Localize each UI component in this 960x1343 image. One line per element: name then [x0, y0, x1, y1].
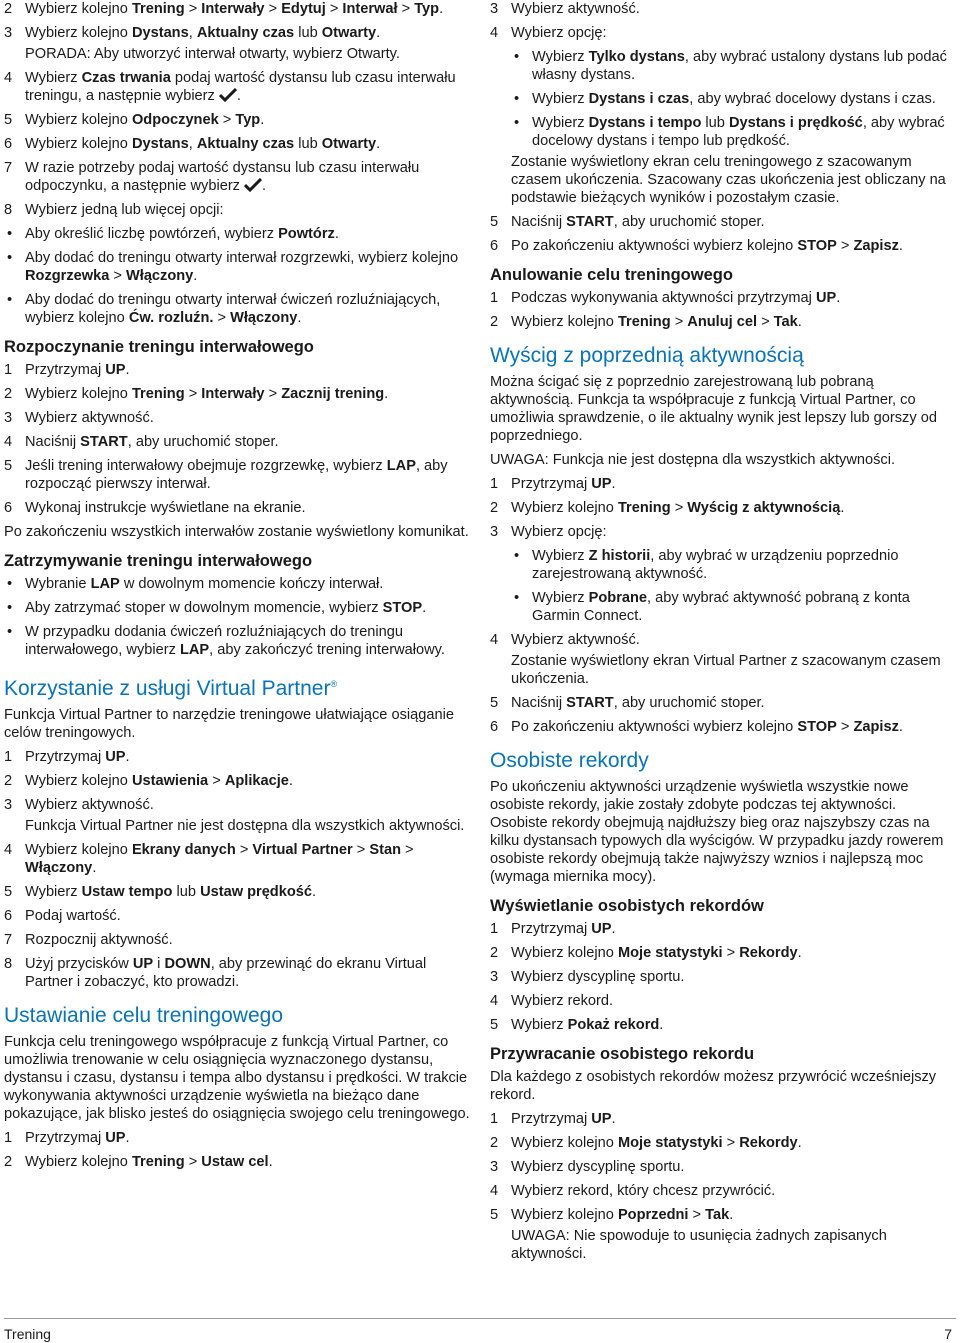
bullet-item: • Aby dodać do treningu otwarty interwał ćwiczeń rozluźniających, wybierz kolejno Ćw. rozluźn. > Włączony.: [7, 292, 441, 326]
step: 7 Rozpocznij aktywność.: [4, 932, 173, 948]
bullet-item: • Wybierz Dystans i czas, aby wybrać docelowy dystans i czas.: [514, 91, 936, 107]
step: 6 Po zakończeniu aktywności wybierz kolejno STOP > Zapisz.: [490, 238, 903, 254]
section-heading: Przywracanie osobistego rekordu: [490, 1045, 755, 1063]
checkmark-icon: [219, 88, 237, 102]
paragraph: Po ukończeniu aktywności urządzenie wyświetla wszystkie nowe osobiste rekordy, jakie zostały zdobyte podczas tej aktywności. Osobiste rekordy obejmują najdłuższy bieg oraz najszybszy czas na kilku dystansach typowych dla wyścigów. W przypadku jazdy rowerem osobiste rekordy obejmują także najwyższy wznios i najlepszą moc (wymaga miernika mocy).: [490, 779, 944, 885]
step: 2 Wybierz kolejno Moje statystyki > Rekordy.: [490, 945, 802, 961]
step: 1 Przytrzymaj UP.: [4, 1130, 130, 1146]
chapter-heading: Korzystanie z usługi Virtual Partner®: [4, 677, 338, 700]
step: 4 Wybierz opcję:: [490, 25, 607, 41]
paragraph: Dla każdego z osobistych rekordów możesz przywrócić wcześniejszy rekord.: [490, 1069, 937, 1103]
step: 5 Wybierz Ustaw tempo lub Ustaw prędkość.: [4, 884, 317, 900]
step: 1 Przytrzymaj UP.: [4, 749, 130, 765]
step: 4 Wybierz aktywność.: [490, 632, 640, 648]
step: 3 Wybierz opcję:: [490, 524, 607, 540]
page-number: 7: [944, 1326, 952, 1342]
step: 1 Przytrzymaj UP.: [4, 362, 130, 378]
note-text: UWAGA: Funkcja nie jest dostępna dla wszystkich aktywności.: [490, 452, 895, 468]
step: 2 Wybierz kolejno Trening > Ustaw cel.: [4, 1154, 273, 1170]
bullet-item: • W przypadku dodania ćwiczeń rozluźniających do treningu interwałowego, wybierz LAP, aby zakończyć trening interwałowy.: [7, 624, 445, 658]
step: 3 Wybierz aktywność.: [490, 1, 640, 17]
step: 3 Wybierz aktywność.: [4, 410, 154, 426]
bullet-item: • Wybierz Tylko dystans, aby wybrać ustalony dystans lub podać własny dystans.: [514, 49, 947, 83]
step: 4 Wybierz rekord.: [490, 993, 614, 1009]
checkmark-icon: [244, 178, 262, 192]
section-heading: Zatrzymywanie treningu interwałowego: [4, 552, 313, 570]
note-text: Zostanie wyświetlony ekran celu treningowego z szacowanym czasem ukończenia. Szacowany czas ukończenia jest obliczany na podstawie bieżących wyników i pozostałym czasie.: [511, 154, 946, 206]
note-text: Zostanie wyświetlony ekran Virtual Partner z szacowanym czasem ukończenia.: [511, 653, 941, 687]
bullet-item: • Wybierz Pobrane, aby wybrać aktywność pobraną z konta Garmin Connect.: [514, 590, 910, 624]
footer-section-name: Trening: [4, 1326, 51, 1342]
step: 6 Wykonaj instrukcje wyświetlane na ekranie.: [4, 500, 306, 516]
step: 8 Użyj przycisków UP i DOWN, aby przewinąć do ekranu Virtual Partner i zobaczyć, kto prowadzi.: [4, 956, 427, 990]
step: 3 Wybierz dyscyplinę sportu.: [490, 969, 685, 985]
step: 4 Wybierz kolejno Ekrany danych > Virtual Partner > Stan > Włączony.: [4, 842, 414, 876]
step: 4 Wybierz Czas trwania podaj wartość dystansu lub czasu interwału treningu, a następnie wybierz .: [4, 70, 456, 104]
right-column: [490, 0, 956, 1269]
note-text: Funkcja Virtual Partner nie jest dostępna dla wszystkich aktywności.: [25, 818, 465, 834]
step: 5 Naciśnij START, aby uruchomić stoper.: [490, 214, 765, 230]
bullet-item: • Aby dodać do treningu otwarty interwał rozgrzewki, wybierz kolejno Rozgrzewka > Włączony.: [7, 250, 459, 284]
chapter-heading: Osobiste rekordy: [490, 749, 649, 772]
step: 2 Wybierz kolejno Moje statystyki > Rekordy.: [490, 1135, 802, 1151]
step: 2 Wybierz kolejno Ustawienia > Aplikacje.: [4, 773, 293, 789]
step: 1 Przytrzymaj UP.: [490, 476, 616, 492]
footer-divider: [4, 1318, 956, 1319]
section-heading: Rozpoczynanie treningu interwałowego: [4, 338, 314, 356]
left-column: [4, 0, 470, 1177]
bullet-item: • Aby określić liczbę powtórzeń, wybierz Powtórz.: [7, 226, 339, 242]
step: 4 Naciśnij START, aby uruchomić stoper.: [4, 434, 279, 450]
bullet-item: • Wybranie LAP w dowolnym momencie kończy interwał.: [7, 576, 384, 592]
step: 6 Po zakończeniu aktywności wybierz kolejno STOP > Zapisz.: [490, 719, 903, 735]
section-heading: Anulowanie celu treningowego: [490, 266, 733, 284]
step: 1 Podczas wykonywania aktywności przytrzymaj UP.: [490, 290, 841, 306]
bullet-item: • Wybierz Dystans i tempo lub Dystans i prędkość, aby wybrać docelowy dystans i tempo lub prędkość.: [514, 115, 945, 149]
chapter-heading: Ustawianie celu treningowego: [4, 1004, 283, 1027]
step: 5 Wybierz kolejno Poprzedni > Tak.: [490, 1207, 734, 1223]
step: 1 Przytrzymaj UP.: [490, 1111, 616, 1127]
bullet-item: • Aby zatrzymać stoper w dowolnym momencie, wybierz STOP.: [7, 600, 427, 616]
step: 2 Wybierz kolejno Trening > Interwały > Zacznij trening.: [4, 386, 389, 402]
paragraph: Funkcja celu treningowego współpracuje z funkcją Virtual Partner, co umożliwia trenowanie w celu osiągnięcia wyznaczonego dystansu, dystansu i czasu, dystansu i tempa albo dystansu i prędkości. W trakcie wykonywania aktywności urządzenie wyświetla na bieżąco dane pokazujące, jak blisko jesteś do osiągnięcia swojego celu treningowego.: [4, 1034, 470, 1122]
step: 5 Wybierz kolejno Odpoczynek > Typ.: [4, 112, 265, 128]
bullet-item: • Wybierz Z historii, aby wybrać w urządzeniu poprzednio zarejestrowaną aktywność.: [514, 548, 899, 582]
step: 5 Wybierz Pokaż rekord.: [490, 1017, 664, 1033]
step: 8 Wybierz jedną lub więcej opcji:: [4, 202, 224, 218]
step: 4 Wybierz rekord, który chcesz przywrócić.: [490, 1183, 776, 1199]
step: 2 Wybierz kolejno Trening > Wyścig z aktywnością.: [490, 500, 845, 516]
step: 2 Wybierz kolejno Trening > Interwały > Edytuj > Interwał > Typ.: [4, 1, 444, 17]
chapter-heading: Wyścig z poprzednią aktywnością: [490, 344, 804, 367]
step: 7 W razie potrzeby podaj wartość dystansu lub czasu interwału odpoczynku, a następnie wybierz .: [4, 160, 420, 194]
section-heading: Wyświetlanie osobistych rekordów: [490, 897, 764, 915]
step: 5 Naciśnij START, aby uruchomić stoper.: [490, 695, 765, 711]
paragraph: Można ścigać się z poprzednio zarejestrowaną lub pobraną aktywnością. Funkcja ta współpracuje z funkcją Virtual Partner, co umożliwia sprawdzenie, o ile aktualny wynik jest lepszy lub gorszy od poprzedniego.: [490, 374, 937, 444]
paragraph: Po zakończeniu wszystkich interwałów zostanie wyświetlony komunikat.: [4, 524, 469, 540]
step: 1 Przytrzymaj UP.: [490, 921, 616, 937]
step: 2 Wybierz kolejno Trening > Anuluj cel > Tak.: [490, 314, 802, 330]
step: 3 Wybierz dyscyplinę sportu.: [490, 1159, 685, 1175]
tip-text: PORADA: Aby utworzyć interwał otwarty, wybierz Otwarty.: [25, 46, 400, 62]
step: 6 Podaj wartość.: [4, 908, 121, 924]
step: 5 Jeśli trening interwałowy obejmuje rozgrzewkę, wybierz LAP, aby rozpocząć pierwszy interwał.: [4, 458, 448, 492]
step: 6 Wybierz kolejno Dystans, Aktualny czas lub Otwarty.: [4, 136, 381, 152]
paragraph: Funkcja Virtual Partner to narzędzie treningowe ułatwiające osiąganie celów treningowych.: [4, 707, 454, 741]
step: 3 Wybierz aktywność.: [4, 797, 154, 813]
step: 3 Wybierz kolejno Dystans, Aktualny czas lub Otwarty.: [4, 25, 381, 41]
note-text: UWAGA: Nie spowoduje to usunięcia żadnych zapisanych aktywności.: [511, 1228, 887, 1262]
